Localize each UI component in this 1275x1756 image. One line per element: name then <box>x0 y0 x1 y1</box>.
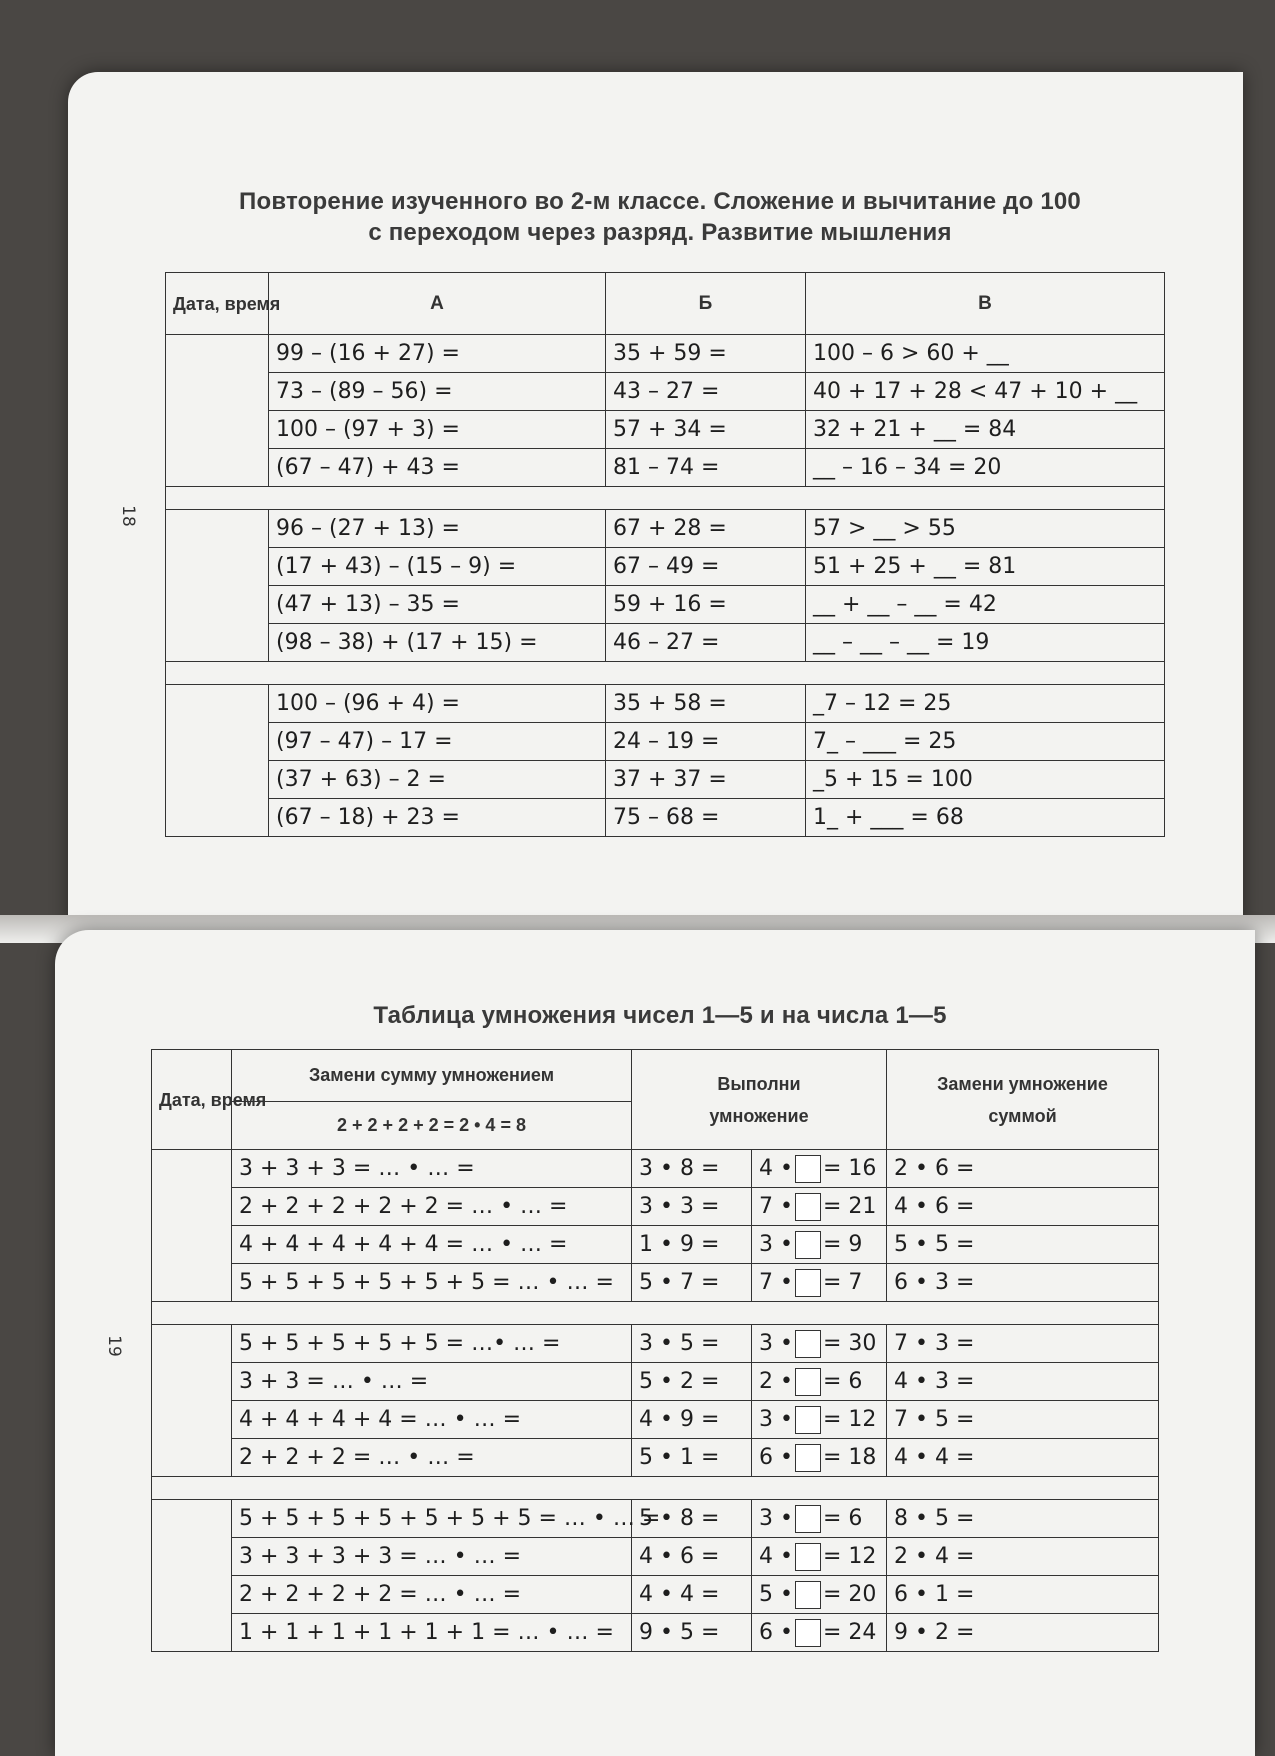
multiplication-table <box>151 1049 1159 1652</box>
header-column-c: В <box>806 273 1165 335</box>
cell-column-a: (67 – 47) + 43 = <box>269 449 606 487</box>
sum-to-multiplication-cell: 5 + 5 + 5 + 5 + 5 + 5 = … • … = <box>232 1264 632 1302</box>
missing-factor-cell <box>752 1500 887 1538</box>
missing-factor-right: = 30 <box>822 1330 877 1356</box>
missing-factor-cell <box>752 1363 887 1401</box>
multiply-cell: 3 • 3 = <box>632 1188 752 1226</box>
cell-column-a: (47 + 13) – 35 = <box>269 586 606 624</box>
table-row <box>166 510 1165 548</box>
table-row <box>166 373 1165 411</box>
answer-box[interactable] <box>795 1193 821 1221</box>
separator-cell <box>166 487 1165 510</box>
multiplication-to-sum-cell: 7 • 5 = <box>887 1401 1159 1439</box>
missing-factor-cell <box>752 1538 887 1576</box>
answer-box[interactable] <box>795 1543 821 1571</box>
table-row <box>152 1500 1159 1538</box>
missing-factor-left: 6 • <box>759 1619 793 1645</box>
table-row <box>152 1150 1159 1188</box>
cell-column-b: 67 – 49 = <box>606 548 806 586</box>
missing-factor-right: = 21 <box>822 1193 877 1219</box>
multiplication-to-sum-cell: 6 • 1 = <box>887 1576 1159 1614</box>
separator-cell <box>166 662 1165 685</box>
cell-column-b: 46 – 27 = <box>606 624 806 662</box>
answer-box[interactable] <box>795 1231 821 1259</box>
cell-column-b: 81 – 74 = <box>606 449 806 487</box>
date-cell[interactable] <box>166 510 269 662</box>
multiplication-to-sum-cell: 8 • 5 = <box>887 1500 1159 1538</box>
header2-date: Дата, время <box>152 1050 232 1150</box>
header-multiply-line2: умножение <box>709 1105 809 1126</box>
multiply-cell: 5 • 1 = <box>632 1439 752 1477</box>
table-header-row <box>166 273 1165 335</box>
cell-column-b: 67 + 28 = <box>606 510 806 548</box>
missing-factor-cell <box>752 1439 887 1477</box>
date-cell[interactable] <box>152 1500 232 1652</box>
multiply-cell: 5 • 8 = <box>632 1500 752 1538</box>
sum-to-multiplication-cell: 3 + 3 = … • … = <box>232 1363 632 1401</box>
multiplication-to-sum-cell: 5 • 5 = <box>887 1226 1159 1264</box>
missing-factor-left: 7 • <box>759 1193 793 1219</box>
header-replace-mult-line2: суммой <box>988 1105 1057 1126</box>
top-title-line2: с переходом через разряд. Развитие мышления <box>368 219 952 246</box>
missing-factor-right: = 12 <box>822 1543 877 1569</box>
missing-factor-left: 3 • <box>759 1406 793 1432</box>
cell-column-a: 100 – (96 + 4) = <box>269 685 606 723</box>
missing-factor-cell <box>752 1401 887 1439</box>
table-row <box>166 548 1165 586</box>
page-number-18: 18 <box>117 505 138 527</box>
cell-column-b: 37 + 37 = <box>606 761 806 799</box>
multiplication-to-sum-cell: 4 • 3 = <box>887 1363 1159 1401</box>
header-replace-sum: Замени сумму умножением <box>232 1050 632 1102</box>
multiply-cell: 4 • 6 = <box>632 1538 752 1576</box>
page-number-19: 19 <box>103 1335 124 1357</box>
sum-to-multiplication-cell: 2 + 2 + 2 = … • … = <box>232 1439 632 1477</box>
cell-column-b: 57 + 34 = <box>606 411 806 449</box>
missing-factor-left: 5 • <box>759 1581 793 1607</box>
header-multiply-line1: Выполни <box>717 1073 801 1094</box>
missing-factor-right: = 12 <box>822 1406 877 1432</box>
answer-box[interactable] <box>795 1505 821 1533</box>
header-replace-mult-line1: Замени умножение <box>937 1073 1108 1094</box>
cell-column-c: 100 – 6 > 60 + __ <box>806 335 1165 373</box>
cell-column-b: 24 – 19 = <box>606 723 806 761</box>
cell-column-c: _5 + 15 = 100 <box>806 761 1165 799</box>
header-sum-example: 2 + 2 + 2 + 2 = 2 • 4 = 8 <box>232 1102 632 1150</box>
cell-column-a: (37 + 63) – 2 = <box>269 761 606 799</box>
sum-to-multiplication-cell: 5 + 5 + 5 + 5 + 5 + 5 + 5 = … • … = <box>232 1500 632 1538</box>
table2-header-row <box>152 1050 1159 1102</box>
multiply-cell: 5 • 2 = <box>632 1363 752 1401</box>
cell-column-c: _7 – 12 = 25 <box>806 685 1165 723</box>
missing-factor-cell <box>752 1614 887 1652</box>
sum-to-multiplication-cell: 2 + 2 + 2 + 2 = … • … = <box>232 1576 632 1614</box>
table-row <box>166 723 1165 761</box>
table-row <box>152 1401 1159 1439</box>
table-row <box>166 761 1165 799</box>
cell-column-a: 73 – (89 – 56) = <box>269 373 606 411</box>
table-row <box>152 1614 1159 1652</box>
sum-to-multiplication-cell: 3 + 3 + 3 = … • … = <box>232 1150 632 1188</box>
sum-to-multiplication-cell: 3 + 3 + 3 + 3 = … • … = <box>232 1538 632 1576</box>
sum-to-multiplication-cell: 4 + 4 + 4 + 4 = … • … = <box>232 1401 632 1439</box>
cell-column-b: 35 + 58 = <box>606 685 806 723</box>
cell-column-c: 32 + 21 + __ = 84 <box>806 411 1165 449</box>
answer-box[interactable] <box>795 1368 821 1396</box>
multiplication-to-sum-cell: 2 • 4 = <box>887 1538 1159 1576</box>
header-date: Дата, время <box>166 273 269 335</box>
table-row <box>166 685 1165 723</box>
cell-column-a: (97 – 47) – 17 = <box>269 723 606 761</box>
group-separator <box>166 487 1165 510</box>
multiply-cell: 3 • 8 = <box>632 1150 752 1188</box>
arithmetic-table <box>165 272 1165 837</box>
multiplication-to-sum-cell: 2 • 6 = <box>887 1150 1159 1188</box>
multiplication-to-sum-cell: 4 • 6 = <box>887 1188 1159 1226</box>
multiply-cell: 1 • 9 = <box>632 1226 752 1264</box>
header-replace-mult <box>887 1050 1159 1150</box>
cell-column-c: 51 + 25 + __ = 81 <box>806 548 1165 586</box>
cell-column-c: 7_ – ___ = 25 <box>806 723 1165 761</box>
cell-column-c: __ – 16 – 34 = 20 <box>806 449 1165 487</box>
table-row <box>166 335 1165 373</box>
answer-box[interactable] <box>795 1444 821 1472</box>
table-row <box>152 1439 1159 1477</box>
header-multiply <box>632 1050 887 1150</box>
sum-to-multiplication-cell: 4 + 4 + 4 + 4 + 4 = … • … = <box>232 1226 632 1264</box>
cell-column-a: 96 – (27 + 13) = <box>269 510 606 548</box>
missing-factor-right: = 9 <box>822 1231 863 1257</box>
multiplication-to-sum-cell: 7 • 3 = <box>887 1325 1159 1363</box>
date-cell[interactable] <box>166 685 269 837</box>
answer-box[interactable] <box>795 1619 821 1647</box>
cell-column-a: (17 + 43) – (15 – 9) = <box>269 548 606 586</box>
missing-factor-left: 4 • <box>759 1155 793 1181</box>
group-separator <box>152 1302 1159 1325</box>
table-row <box>152 1538 1159 1576</box>
missing-factor-left: 4 • <box>759 1543 793 1569</box>
table-row <box>152 1325 1159 1363</box>
missing-factor-cell <box>752 1188 887 1226</box>
cell-column-b: 35 + 59 = <box>606 335 806 373</box>
table-row <box>152 1264 1159 1302</box>
cell-column-c: 40 + 17 + 28 < 47 + 10 + __ <box>806 373 1165 411</box>
multiplication-to-sum-cell: 4 • 4 = <box>887 1439 1159 1477</box>
missing-factor-left: 6 • <box>759 1444 793 1470</box>
cell-column-b: 75 – 68 = <box>606 799 806 837</box>
table-row <box>166 624 1165 662</box>
sum-to-multiplication-cell: 1 + 1 + 1 + 1 + 1 + 1 = … • … = <box>232 1614 632 1652</box>
cell-column-b: 59 + 16 = <box>606 586 806 624</box>
cell-column-a: 99 – (16 + 27) = <box>269 335 606 373</box>
table-row <box>152 1576 1159 1614</box>
answer-box[interactable] <box>795 1406 821 1434</box>
missing-factor-left: 3 • <box>759 1505 793 1531</box>
cell-column-a: (67 – 18) + 23 = <box>269 799 606 837</box>
sum-to-multiplication-cell: 2 + 2 + 2 + 2 + 2 = … • … = <box>232 1188 632 1226</box>
multiply-cell: 3 • 5 = <box>632 1325 752 1363</box>
answer-box[interactable] <box>795 1155 821 1183</box>
top-title-line1: Повторение изученного во 2-м классе. Сложение и вычитание до 100 <box>239 188 1081 215</box>
table-row <box>166 449 1165 487</box>
header-column-b: Б <box>606 273 806 335</box>
missing-factor-left: 3 • <box>759 1330 793 1356</box>
table-row <box>152 1363 1159 1401</box>
top-page-title <box>180 186 1140 248</box>
table-row <box>166 411 1165 449</box>
missing-factor-cell <box>752 1226 887 1264</box>
cell-column-a: (98 – 38) + (17 + 15) = <box>269 624 606 662</box>
date-cell[interactable] <box>166 335 269 487</box>
multiply-cell: 9 • 5 = <box>632 1614 752 1652</box>
missing-factor-right: = 6 <box>822 1368 863 1394</box>
cell-column-c: __ + __ – __ = 42 <box>806 586 1165 624</box>
multiply-cell: 4 • 4 = <box>632 1576 752 1614</box>
missing-factor-right: = 6 <box>822 1505 863 1531</box>
missing-factor-left: 7 • <box>759 1269 793 1295</box>
missing-factor-cell <box>752 1264 887 1302</box>
sum-to-multiplication-cell: 5 + 5 + 5 + 5 + 5 = …• … = <box>232 1325 632 1363</box>
multiplication-to-sum-cell: 9 • 2 = <box>887 1614 1159 1652</box>
table-row <box>152 1188 1159 1226</box>
separator-cell <box>152 1477 1159 1500</box>
answer-box[interactable] <box>795 1581 821 1609</box>
cell-column-c: 1_ + ___ = 68 <box>806 799 1165 837</box>
missing-factor-cell <box>752 1325 887 1363</box>
missing-factor-right: = 16 <box>822 1155 877 1181</box>
table-row <box>152 1226 1159 1264</box>
cell-column-c: 57 > __ > 55 <box>806 510 1165 548</box>
group-separator <box>152 1477 1159 1500</box>
missing-factor-left: 2 • <box>759 1368 793 1394</box>
multiply-cell: 5 • 7 = <box>632 1264 752 1302</box>
missing-factor-left: 3 • <box>759 1231 793 1257</box>
header-column-a: А <box>269 273 606 335</box>
bottom-page-title: Таблица умножения чисел 1—5 и на числа 1—5 <box>373 1002 947 1029</box>
missing-factor-cell <box>752 1576 887 1614</box>
missing-factor-cell <box>752 1150 887 1188</box>
separator-cell <box>152 1302 1159 1325</box>
cell-column-a: 100 – (97 + 3) = <box>269 411 606 449</box>
answer-box[interactable] <box>795 1269 821 1297</box>
answer-box[interactable] <box>795 1330 821 1358</box>
missing-factor-right: = 20 <box>822 1581 877 1607</box>
multiply-cell: 4 • 9 = <box>632 1401 752 1439</box>
table-row <box>166 799 1165 837</box>
group-separator <box>166 662 1165 685</box>
multiplication-to-sum-cell: 6 • 3 = <box>887 1264 1159 1302</box>
missing-factor-right: = 7 <box>822 1269 863 1295</box>
date-cell[interactable] <box>152 1150 232 1302</box>
missing-factor-right: = 18 <box>822 1444 877 1470</box>
missing-factor-right: = 24 <box>822 1619 877 1645</box>
cell-column-b: 43 – 27 = <box>606 373 806 411</box>
table-row <box>166 586 1165 624</box>
cell-column-c: __ – __ – __ = 19 <box>806 624 1165 662</box>
date-cell[interactable] <box>152 1325 232 1477</box>
